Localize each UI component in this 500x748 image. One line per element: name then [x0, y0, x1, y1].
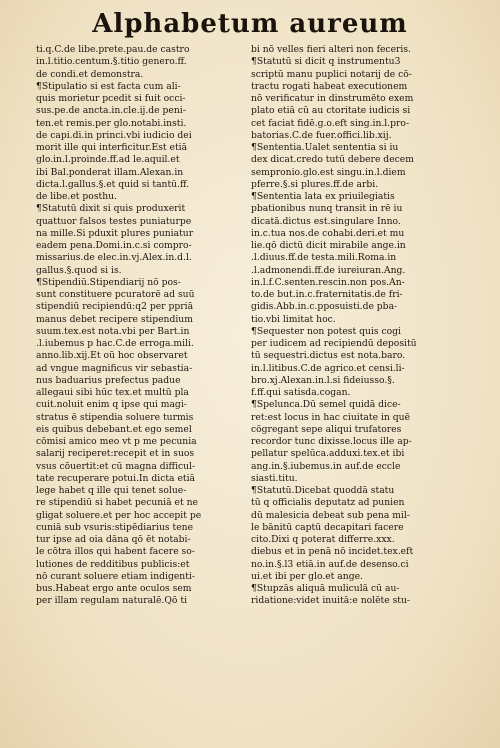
text-line: ibi Bal.ponderat illam.Alexan.in — [36, 166, 184, 178]
text-line: tate recuperare potui.In dicta etiā — [36, 472, 195, 484]
text-line: .l.iubemus p hac.C.de erroga.mili. — [36, 338, 194, 349]
text-line: gallus.§.quod si is. — [36, 264, 122, 276]
text-line: anno.lib.xij.Et oū hoc observaret — [36, 350, 188, 362]
text-line: gidis.Abb.in.c.pposuisti.de pba- — [251, 301, 398, 313]
text-line: plato etiā cū au ctoritate iudicis si — [251, 105, 411, 117]
text-line: ¶Stipendiū.Stipendiarij nō pos- — [36, 276, 181, 288]
text-line: ridatione:videt inuitā:e nolēte stu- — [251, 595, 410, 607]
text-line: ¶Sequester non potest quis cogi — [251, 325, 401, 337]
text-line: ¶Sententia lata ex priuilegiatis — [251, 191, 395, 202]
text-line: cōmisi amico meo vt p me pecunia — [36, 436, 197, 447]
text-line: tio.vbi limitat hoc. — [251, 313, 336, 325]
text-line: dex dicat.credo tutū debere decem — [251, 154, 414, 166]
text-line: batorias.C.de fuer.offici.lib.xij. — [251, 129, 392, 141]
text-line: eis quibus debebant.et ego semel — [36, 423, 192, 435]
text-line: dū malesicia debeat sub pena mil- — [251, 509, 410, 521]
text-line: salarij reciperet:recepit et in suos — [36, 448, 195, 460]
text-line: ¶Stupzās aliquā muliculā cū au- — [251, 583, 400, 594]
text-line: bro.xj.Alexan.in.l.si fideiusso.§. — [251, 374, 395, 386]
text-line: bi nō velles fieri alteri non feceris. — [251, 44, 411, 55]
text-line: dicatā.dictus est.singulare Inno. — [251, 215, 401, 227]
text-line: .l.diuus.ff.de testa.mili.Roma.in — [251, 252, 397, 264]
text-line: stipendiū recipiendū:q2 per ppriā — [36, 301, 194, 313]
text-line: ¶Statutū.Dicebat quoddā statu — [251, 485, 395, 496]
text-line: per iudicem ad recipiendū depositū — [251, 338, 417, 349]
text-line: cuniā sub vsuris:stipēdiarius tene — [36, 521, 194, 533]
text-line: ¶Sententia.Ualet sententia si iu — [251, 142, 399, 153]
text-line: morit ille qui interficitur.Est etiā — [36, 142, 188, 153]
text-line: pbationibus nunq transit in rē iu — [251, 203, 403, 215]
text-line: le cōtra illos qui habent facere so- — [36, 546, 195, 558]
text-line: in.l.litibus.C.de agrico.et censi.li- — [251, 362, 405, 374]
text-line: lege habet q ille qui tenet solue- — [36, 485, 187, 496]
text-line: siasti.titu. — [251, 472, 298, 484]
text-line: pellatur spelūca.adduxi.tex.et ibi — [251, 448, 405, 460]
text-line: de capi.di.in princi.vbi iudicio dei — [36, 129, 192, 141]
text-line: manus debet recipere stipendium — [36, 313, 193, 325]
text-line: cet faciat fidē.g.o.eft sing.in.l.pro- — [251, 117, 410, 129]
text-line: ui.et ibi per glo.et ange. — [251, 570, 363, 582]
text-line: ten.et remis.per glo.notabi.insti. — [36, 117, 187, 129]
text-line: lie.qō dictū dicit mirabile ange.in — [251, 240, 406, 251]
text-line: per illam regulam naturalē.Qō ti — [36, 595, 188, 607]
text-line: f.ff.qui satisda.cogan. — [251, 387, 351, 398]
text-line: .l.admonendi.ff.de iureiuran.Ang. — [251, 264, 406, 276]
text-line: recordor tunc dixisse.locus ille ap- — [251, 436, 412, 447]
text-line: vsus cōuertit:et cū magna difficul- — [36, 460, 196, 472]
text-line: cito.Dixi q poterat differre.xxx. — [251, 534, 395, 545]
text-line: ti.q.C.de libe.prete.pau.de castro — [36, 44, 190, 55]
text-line: cuit.noluit enim q ipse qui magi- — [36, 399, 187, 411]
text-line: na mille.Si pduxit plures puniatur — [36, 227, 194, 239]
text-line: ¶Statutū si dicit q instrumentu3 — [251, 56, 401, 68]
text-line: missarius.de elec.in.vj.Alex.in.d.l. — [36, 252, 192, 264]
text-line: stratus ē stipendia soluere turmis — [36, 411, 194, 423]
text-line: in.l.f.C.senten.rescin.non pos.An- — [251, 276, 405, 288]
text-line: ret:est locus in hac ciuitate in quē — [251, 411, 410, 423]
text-line: bus.Habeat ergo ante oculos sem — [36, 583, 192, 594]
left-text-column — [36, 44, 248, 608]
text-line: sus.pe.de ancta.in.cle.ij.de peni- — [36, 105, 186, 117]
right-text-column — [251, 44, 463, 608]
text-line: ¶Statutū dixit si quis produxerit — [36, 203, 186, 215]
text-line: pferre.§.si plures.ff.de arbi. — [251, 178, 379, 190]
text-line: tur ipse ad oia dāna qō ēt notabi- — [36, 534, 191, 545]
text-line: gligat soluere.et per hoc accepit pe — [36, 509, 202, 521]
text-line: in.l.titio.centum.§.titio genero.ff. — [36, 56, 187, 68]
text-line: glo.in.l.proinde.ff.ad le.aquil.et — [36, 154, 180, 166]
text-line: ¶Spelunca.Dū semel quidā dice- — [251, 399, 401, 411]
text-line: dicta.l.gallus.§.et quid si tantū.ff. — [36, 178, 190, 190]
text-line: suum.tex.est nota.vbi per Bart.in — [36, 325, 190, 337]
text-line: allegaui sibi hūc tex.et multū pla — [36, 387, 189, 398]
text-line: ang.in.§.iubemus.in auf.de eccle — [251, 460, 401, 472]
running-header: Alphabetum aureum — [92, 9, 408, 39]
text-line: quis morietur pcedit si fuit occi- — [36, 93, 186, 104]
text-line: in.c.tua nos.de cohabi.deri.et mu — [251, 227, 405, 239]
text-line: sunt constituere pcuratorē ad suū — [36, 289, 195, 300]
text-line: scriptū manu puplici notarij de cō- — [251, 68, 412, 80]
text-line: to.de but.in.c.fraternitatis.de fri- — [251, 289, 403, 300]
text-line: diebus et in penā nō incidet.tex.eft — [251, 546, 414, 558]
text-line: nō verificatur in dinstrumēto exem — [251, 93, 414, 104]
text-line: tractu rogati habeat executionem — [251, 80, 408, 92]
text-line: nus baduarius prefectus padue — [36, 374, 181, 386]
text-line: ad vngue magnificus vir sebastia- — [36, 362, 193, 374]
text-line: ¶Stipulatio si est facta cum ali- — [36, 80, 181, 92]
text-line: lutiones de redditibus publicis:et — [36, 558, 190, 570]
text-line: de condi.et demonstra. — [36, 68, 144, 80]
text-line: le bānitū captū decapitari facere — [251, 521, 404, 533]
text-line: sempronio.glo.est singu.in.l.diem — [251, 166, 406, 178]
text-line: tū q officialis deputatz ad punien — [251, 497, 405, 509]
text-line: eadem pena.Domi.in.c.si compro- — [36, 240, 192, 251]
text-line: nō curant soluere etiam indigenti- — [36, 570, 195, 582]
text-line: de libe.et posthu. — [36, 191, 117, 202]
text-line: cōgregant sepe aliqui trufatores — [251, 423, 402, 435]
text-line: tū sequestri.dictus est nota.baro. — [251, 350, 406, 362]
text-line: re stipendiū si habet pecuniā et ne — [36, 497, 198, 509]
text-line: no.in.§.l3 etiā.in auf.de desenso.ci — [251, 558, 409, 570]
text-line: quattuor falsos testes puniaturpe — [36, 215, 192, 227]
